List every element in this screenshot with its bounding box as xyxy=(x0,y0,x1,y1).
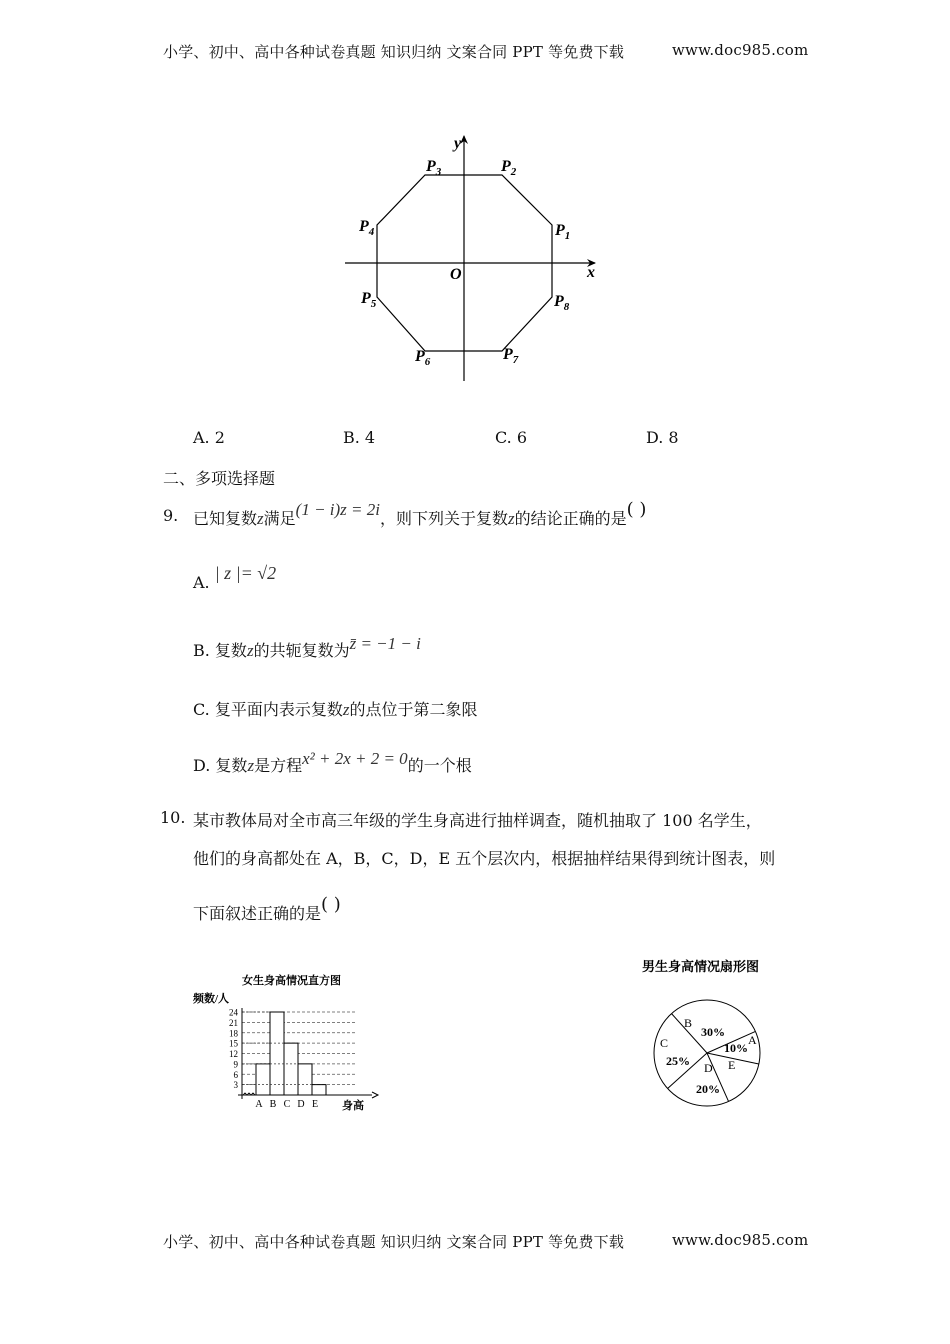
q9-option-b-text-2: 的共轭复数为 xyxy=(253,641,350,660)
histogram-xtick-label: C xyxy=(283,1099,291,1110)
histogram-ytick-label: 6 xyxy=(233,1069,238,1080)
histogram-ytick-label: 12 xyxy=(229,1049,238,1059)
origin-label: O xyxy=(450,266,462,283)
q9-option-a[interactable] xyxy=(193,563,277,592)
footer-text: 小学、初中、高中各种试卷真题 知识归纳 文案合同 PPT 等免费下载 xyxy=(163,1233,625,1251)
pie-value-c: 25% xyxy=(666,1054,690,1068)
q10-line-2: 他们的身高都处在 A，B，C，D，E 五个层次内，根据抽样结果得到统计图表，则 xyxy=(193,849,776,868)
footer-url[interactable]: www.doc985.com xyxy=(672,1231,809,1249)
histogram-xtick-label: B xyxy=(269,1099,277,1110)
point-label-p8: $P_8$ xyxy=(554,293,570,313)
q9-equation: (1 − i)z = 2i xyxy=(295,500,380,519)
histogram-xlabel: 身高 xyxy=(342,1100,364,1112)
histogram-title: 女生身高情况直方图 xyxy=(242,975,341,987)
header-url[interactable]: www.doc985.com xyxy=(672,41,809,59)
histogram-ytick-label: 15 xyxy=(229,1038,238,1049)
q9-number: 9. xyxy=(163,506,179,525)
histogram-ytick-label: 24 xyxy=(229,1007,238,1018)
q10-line-3-text: 下面叙述正确的是 xyxy=(193,904,322,923)
histogram-xtick-label: E xyxy=(311,1099,319,1110)
q9-stem-text-4: 的结论正确的是 xyxy=(514,509,627,528)
y-axis-label: y xyxy=(454,135,462,152)
page-header xyxy=(163,41,624,62)
histogram-xtick-label: A xyxy=(255,1099,263,1110)
q8-option-b[interactable]: B. 4 xyxy=(343,428,376,447)
q9-option-d-math: x² + 2x + 2 = 0 xyxy=(302,749,408,768)
pie-title: 男生身高情况扇形图 xyxy=(642,959,760,974)
pie-label-b: B xyxy=(684,1016,693,1030)
histogram-ytick-label: 9 xyxy=(233,1059,238,1070)
q9-option-a-math: | z |= √2 xyxy=(214,563,277,583)
point-label-p7: $P_7$ xyxy=(503,346,519,366)
point-label-p6: $P_6$ xyxy=(415,348,431,368)
q9-option-d-text: D. 复数 xyxy=(193,756,248,775)
histogram-xtick-label: D xyxy=(297,1099,305,1110)
pie-label-a: A xyxy=(748,1033,757,1047)
q9-option-d-var: z xyxy=(247,756,255,775)
pie-label-c: C xyxy=(660,1036,669,1050)
q9-option-b-math: z̄ = −1 − i xyxy=(349,634,421,653)
histogram-bar-c xyxy=(284,1043,298,1095)
q9-option-d-text-2: 是方程 xyxy=(254,756,303,775)
q9-option-b-var: z xyxy=(246,641,254,660)
pie-label-e: E xyxy=(728,1058,736,1072)
point-label-p5: $P_5$ xyxy=(361,290,377,310)
pie-value-a: 10% xyxy=(724,1041,748,1055)
q9-option-b-text: B. 复数 xyxy=(193,641,247,660)
q9-option-b[interactable] xyxy=(193,631,421,660)
q10-line-3 xyxy=(193,892,341,923)
section-heading: 二、多项选择题 xyxy=(163,469,276,488)
histogram-bar-d xyxy=(298,1064,312,1095)
pie-value-b: 30% xyxy=(701,1025,725,1039)
q9-stem-text-2: 满足 xyxy=(263,509,296,528)
histogram-x-axis-arrow xyxy=(372,1092,378,1098)
histogram-ylabel: 频数/人 xyxy=(193,993,230,1005)
q9-stem xyxy=(193,497,647,528)
q9-answer-paren: ( ) xyxy=(626,499,647,520)
q10-number: 10. xyxy=(160,808,186,827)
header-text: 小学、初中、高中各种试卷真题 知识归纳 文案合同 PPT 等免费下载 xyxy=(163,43,625,61)
pie-label-d: D xyxy=(704,1061,713,1075)
pie-chart xyxy=(640,952,790,1117)
histogram-chart xyxy=(190,968,390,1118)
q10-line-1: 某市教体局对全市高三年级的学生身高进行抽样调查，随机抽取了 100 名学生， xyxy=(193,811,762,830)
q9-option-d-text-3: 的一个根 xyxy=(407,756,472,775)
q10-answer-paren: ( ) xyxy=(321,894,341,915)
q9-option-c-var: z xyxy=(342,700,350,719)
q9-var-z: z xyxy=(257,509,264,528)
q9-stem-text: 已知复数 xyxy=(193,509,258,528)
q8-option-a[interactable]: A. 2 xyxy=(193,428,225,447)
point-label-p2: $P_2$ xyxy=(501,158,517,178)
q9-option-a-label: A. xyxy=(193,573,210,592)
q8-option-c[interactable]: C. 6 xyxy=(495,428,528,447)
histogram-ytick-label: 21 xyxy=(229,1017,238,1028)
point-label-p3: $P_3$ xyxy=(426,158,442,178)
q9-var-z-2: z xyxy=(508,509,515,528)
q9-option-d[interactable] xyxy=(193,746,472,775)
octagon-figure xyxy=(330,128,620,390)
point-label-p4: $P_4$ xyxy=(359,218,375,238)
histogram-ytick-label: 18 xyxy=(229,1028,238,1039)
q9-option-c-text: C. 复平面内表示复数 xyxy=(193,700,343,719)
histogram-bar-e xyxy=(312,1085,326,1095)
x-axis-label: x xyxy=(587,264,595,281)
q9-option-c[interactable] xyxy=(193,697,478,720)
pie-value-d: 20% xyxy=(696,1082,720,1096)
histogram-bar-b xyxy=(270,1012,284,1095)
histogram-bar-a xyxy=(256,1064,270,1095)
q9-option-c-text-2: 的点位于第二象限 xyxy=(349,700,478,719)
q8-option-d[interactable]: D. 8 xyxy=(646,428,679,447)
q9-stem-text-3: ，则下列关于复数 xyxy=(379,509,508,528)
page-footer xyxy=(163,1231,624,1252)
point-label-p1: $P_1$ xyxy=(555,222,571,242)
histogram-ytick-label: 3 xyxy=(233,1080,238,1091)
